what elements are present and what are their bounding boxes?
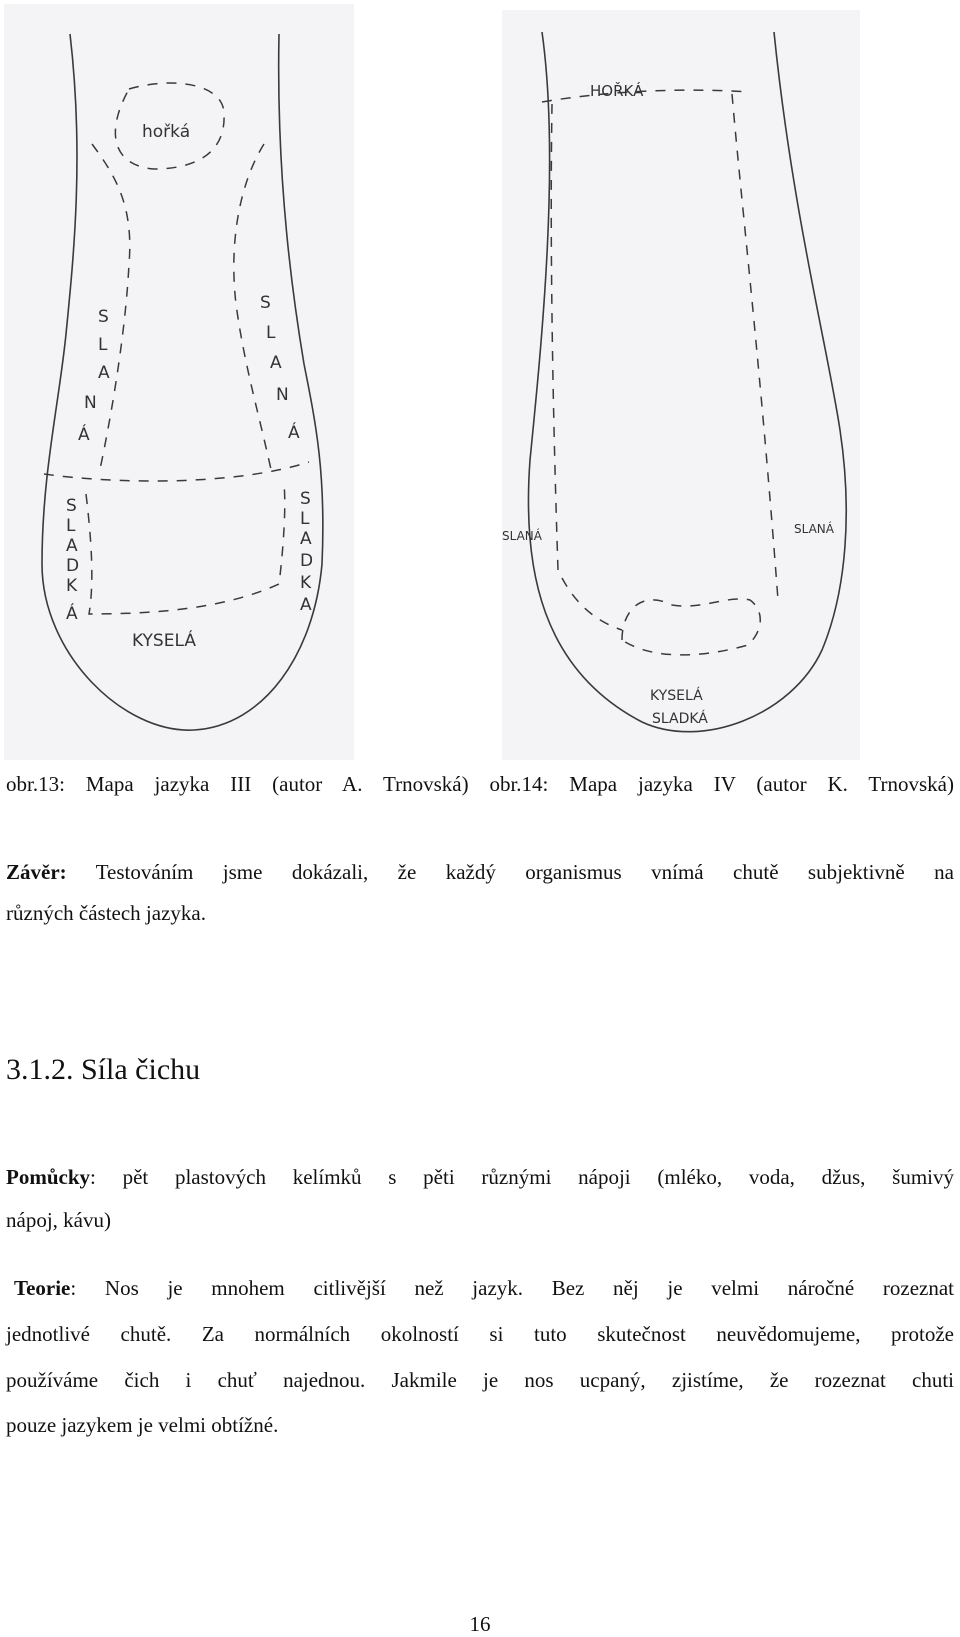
salty-label-left: SLANÁ: [502, 529, 542, 543]
svg-text:D: D: [300, 551, 314, 571]
svg-text:A: A: [300, 595, 312, 615]
sour-label: KYSELÁ: [650, 688, 703, 704]
aids-line-2: nápoj, kávu): [6, 1208, 111, 1232]
svg-text:L: L: [300, 509, 310, 529]
inner-zone-border-right: [732, 94, 778, 600]
svg-text:N: N: [276, 385, 289, 405]
conclusion-label: Závěr:: [6, 860, 67, 884]
svg-text:Á: Á: [288, 423, 300, 443]
svg-text:K: K: [66, 576, 78, 596]
theory-label: Teorie: [14, 1276, 71, 1300]
tongue-map-4-drawing: [502, 10, 860, 760]
section-heading: 3.1.2. Síla čichu: [6, 1053, 201, 1086]
inner-zone-border-left: [551, 104, 622, 630]
sour-zone-border: [86, 484, 285, 614]
salty-label-right: [260, 293, 300, 443]
svg-text:S: S: [260, 293, 271, 313]
svg-text:A: A: [98, 363, 110, 383]
theory-line-4: pouze jazykem je velmi obtížné.: [6, 1413, 279, 1437]
sweet-label: SLADKÁ: [652, 711, 708, 727]
svg-text:A: A: [66, 536, 78, 556]
svg-text:L: L: [66, 516, 76, 536]
bitter-label: hořká: [142, 122, 191, 142]
page-number: 16: [469, 1612, 491, 1636]
sweet-label-right: [300, 489, 313, 615]
svg-text:L: L: [266, 323, 276, 343]
theory-line-3: používáme čich i chuť najednou. Jakmile je nos ucpaný, zjistíme, že rozeznat chuti: [6, 1368, 954, 1392]
sour-sweet-zone-border: [622, 599, 760, 655]
theory-line-1: Teorie: Nos je mnohem citlivější než jazyk. Bez něj je velmi náročné rozeznat: [14, 1276, 954, 1300]
svg-text:K: K: [300, 573, 312, 593]
tongue-map-3-drawing: [4, 4, 354, 760]
svg-text:Á: Á: [78, 425, 90, 445]
svg-text:S: S: [66, 496, 77, 516]
salty-label-left: [78, 307, 110, 445]
conclusion-line-2: různých částech jazyka.: [6, 901, 206, 925]
sour-label: KYSELÁ: [132, 631, 196, 651]
sweet-label-left: [66, 496, 79, 624]
theory-line-2: jednotlivé chutě. Za normálních okolností si tuto skutečnost neuvědomujeme, protože: [6, 1322, 954, 1346]
svg-text:A: A: [270, 353, 282, 373]
figure-caption: obr.13: Mapa jazyka III (autor A. Trnovská) obr.14: Mapa jazyka IV (autor K. Trnovská): [6, 772, 954, 796]
svg-text:Á: Á: [66, 604, 78, 624]
svg-text:L: L: [98, 335, 108, 355]
conclusion-line-1: Závěr: Testováním jsme dokázali, že každý organismus vnímá chutě subjektivně na: [6, 860, 954, 884]
tongue-outline-right: [528, 32, 846, 732]
svg-text:S: S: [98, 307, 109, 327]
aids-line-1: Pomůcky: pět plastových kelímků s pěti různými nápoji (mléko, voda, džus, šumivý: [6, 1165, 954, 1189]
salty-label-right: SLANÁ: [794, 522, 834, 536]
tongue-map-3-figure: [4, 4, 354, 760]
aids-label: Pomůcky: [6, 1165, 90, 1189]
bitter-zone-border: [542, 90, 750, 102]
svg-text:N: N: [84, 393, 97, 413]
svg-text:D: D: [66, 556, 80, 576]
tongue-map-4-figure: [502, 10, 860, 760]
bitter-label: HOŘKÁ: [590, 82, 644, 100]
svg-text:S: S: [300, 489, 311, 509]
svg-text:A: A: [300, 529, 312, 549]
